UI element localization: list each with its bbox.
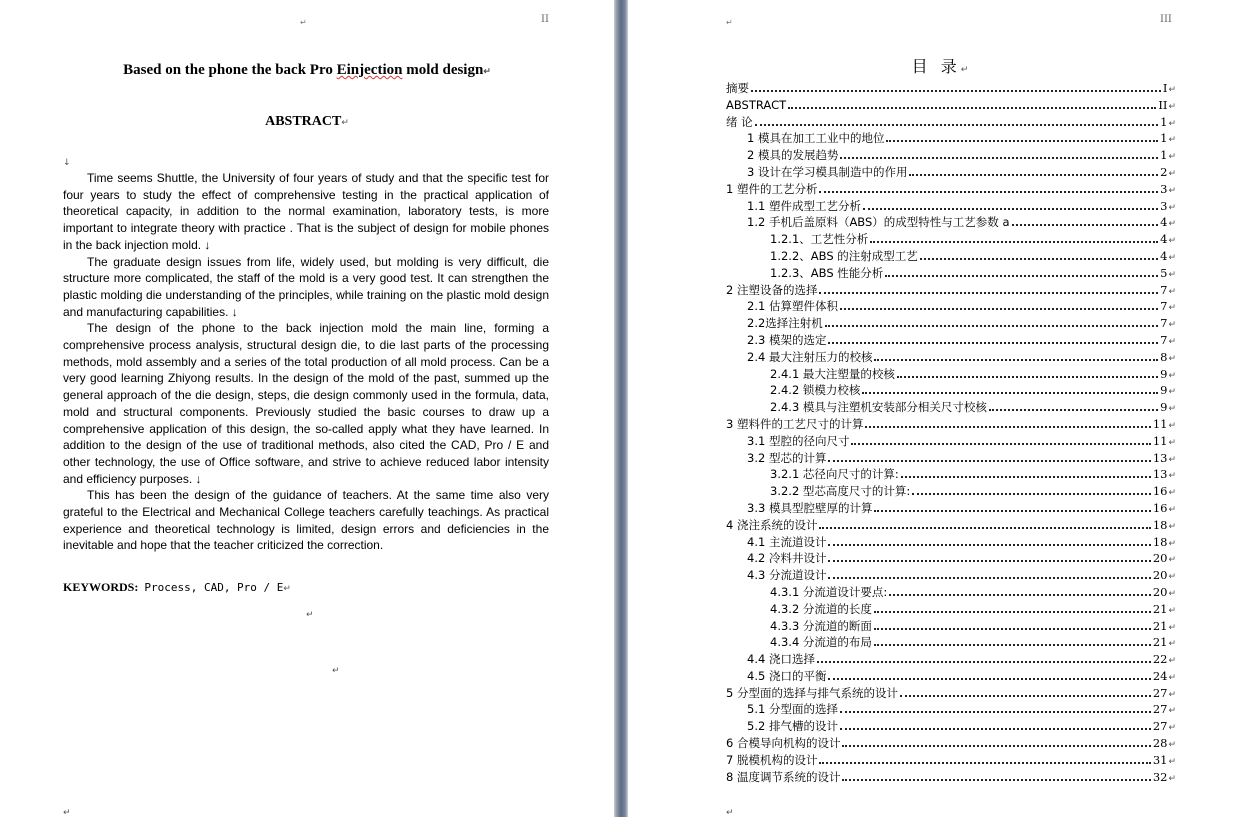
paragraph-mark: ↵ xyxy=(1168,504,1176,515)
paragraph-mark: ↵ xyxy=(1168,404,1176,415)
abstract-paragraph-4: This has been the design of the guidance of teachers. At the same time also very grateful to the Electrical and Mechanical College teachers carefully teachings. As practical experience and theoretical technology is limited, design errors and deficiencies in the inevitable and hope that the teacher criticized the correction. xyxy=(63,488,549,553)
toc-entry[interactable] xyxy=(726,366,1176,383)
paragraph-mark: ↵ xyxy=(1168,420,1176,431)
toc-leader-dots xyxy=(751,80,1161,92)
toc-entry-page: 1 xyxy=(1160,114,1168,129)
paragraph-mark: ↵ xyxy=(1168,101,1176,112)
toc-entry[interactable] xyxy=(726,198,1176,215)
toc-title-text: 目 录 xyxy=(911,57,961,76)
toc-entry-page: I xyxy=(1162,81,1168,95)
toc-leader-dots xyxy=(840,718,1151,730)
toc-entry-label: 5.2 排气槽的设计 xyxy=(747,719,838,734)
toc-entry[interactable] xyxy=(726,231,1176,248)
document-page-left xyxy=(0,0,614,817)
toc-leader-dots xyxy=(842,769,1150,781)
keywords-label: KEYWORDS: xyxy=(63,580,139,594)
toc-entry-page: 4 xyxy=(1160,232,1168,247)
toc-entry-label: 4.2 冷料井设计 xyxy=(747,551,827,566)
paragraph-mark: ↵ xyxy=(1168,236,1176,247)
toc-entry-label: 1.2.3、ABS 性能分析 xyxy=(770,265,884,280)
toc-entry-label: 3.2.2 型芯高度尺寸的计算: xyxy=(770,484,911,499)
document-page-right xyxy=(628,0,1252,817)
paragraph-mark: ↵ xyxy=(1168,488,1176,499)
toc-entry[interactable] xyxy=(726,164,1176,181)
paragraph-mark: ↵ xyxy=(1168,521,1176,532)
toc-leader-dots xyxy=(819,517,1150,529)
toc-entry-label: 2 模具的发展趋势 xyxy=(747,148,839,163)
paragraph-mark: ↵ xyxy=(63,808,71,817)
toc-entry[interactable] xyxy=(726,517,1176,534)
toc-entry-label: 4.1 主流道设计 xyxy=(747,534,827,549)
toc-entry[interactable] xyxy=(726,265,1176,282)
paragraph-mark: ↵ xyxy=(1168,85,1176,95)
title-part-2: Einjection xyxy=(336,62,403,78)
toc-entry-page: 16 xyxy=(1152,484,1168,499)
paragraph-mark: ↵ xyxy=(1168,353,1176,364)
toc-entry-page: 13 xyxy=(1152,467,1168,482)
toc-entry-label: 绪 论 xyxy=(726,114,753,129)
paragraph-mark: ↵ xyxy=(306,610,314,620)
paragraph-mark: ↵ xyxy=(1168,168,1176,179)
paragraph-mark: ↵ xyxy=(1168,320,1176,331)
toc-entry-page: 7 xyxy=(1160,282,1168,297)
toc-entry[interactable] xyxy=(726,718,1176,735)
table-of-contents xyxy=(726,80,1176,785)
toc-entry-page: 20 xyxy=(1152,584,1168,599)
keywords-value: Process, CAD, Pro / E xyxy=(144,581,284,594)
toc-entry-label: 2.3 模架的选定 xyxy=(747,332,827,347)
toc-entry-page: 20 xyxy=(1152,568,1168,583)
toc-entry-label: 3.2.1 芯径向尺寸的计算: xyxy=(770,467,899,482)
toc-entry-label: 摘要 xyxy=(726,81,749,95)
paragraph-mark: ↵ xyxy=(1168,387,1176,398)
toc-leader-dots xyxy=(817,651,1151,663)
page-number: III xyxy=(1160,14,1172,25)
toc-entry-label: 1.1 塑件成型工艺分析 xyxy=(747,198,861,213)
toc-entry-page: 8 xyxy=(1160,349,1168,364)
toc-entry[interactable] xyxy=(726,214,1176,231)
toc-entry[interactable] xyxy=(726,97,1176,114)
toc-leader-dots xyxy=(1012,214,1159,226)
paragraph-mark: ↵ xyxy=(1168,773,1176,784)
header-mark: ↵ xyxy=(300,18,307,27)
abstract-paragraph-3: The design of the phone to the back injection mold the main line, forming a comprehensive process analysis, structural design die, to die last parts of the processing methods, mold assembly and a series of the total production of all mold process. Can be a very good learning Zhiyong results. In the design of the mold of the past, summed up the general approach of the die design, steps, die design commonly used in the formula, data, mold and structural components. Previously studied the basic courses to draw up a comprehensive application of this design, the so-called apply what they have learned. In addition to the design of the use of traditional methods, also cited the CAD, Pro / E and other technology, the use of Office software, and strive to achieve reduced labor intensity and efficiency purposes. ↓ xyxy=(63,321,549,486)
toc-leader-dots xyxy=(851,433,1150,445)
toc-entry[interactable] xyxy=(726,500,1176,517)
toc-leader-dots xyxy=(870,231,1158,243)
toc-entry-page: 18 xyxy=(1152,517,1168,532)
toc-leader-dots xyxy=(874,500,1150,512)
paragraph-mark: ↵ xyxy=(726,808,734,817)
toc-entry-page: 11 xyxy=(1152,433,1168,448)
paragraph-mark: ↵ xyxy=(1168,706,1176,717)
toc-entry[interactable] xyxy=(726,433,1176,450)
toc-leader-dots xyxy=(865,416,1150,428)
toc-entry-label: 4.3 分流道设计 xyxy=(747,568,827,583)
toc-entry-label: 1.2.1、工艺性分析 xyxy=(770,232,869,247)
toc-entry-page: 13 xyxy=(1152,450,1168,465)
toc-entry-label: 3.3 模具型腔壁厚的计算 xyxy=(747,500,873,515)
toc-entry-label: 2.4.2 锁模力校核 xyxy=(770,383,861,398)
toc-entry-label: 4.5 浇口的平衡 xyxy=(747,668,827,683)
toc-entry-label: 2.2选择注射机 xyxy=(747,316,823,331)
toc-entry-label: 6 合模导向机构的设计 xyxy=(726,736,841,751)
paragraph-mark: ↵ xyxy=(1168,252,1176,263)
toc-entry[interactable] xyxy=(726,769,1176,786)
toc-entry-label: 5 分型面的选择与排气系统的设计 xyxy=(726,685,898,700)
toc-entry[interactable] xyxy=(726,735,1176,752)
toc-leader-dots xyxy=(874,634,1151,646)
toc-entry-page: 28 xyxy=(1152,736,1168,751)
toc-entry[interactable] xyxy=(726,618,1176,635)
toc-entry-label: 3 设计在学习模具制造中的作用 xyxy=(747,164,908,179)
paragraph-mark: ↵ xyxy=(1168,605,1176,616)
toc-entry-page: 11 xyxy=(1152,416,1168,431)
title-part-3: mold design xyxy=(402,62,484,78)
toc-entry-page: 22 xyxy=(1152,652,1168,667)
toc-entry-label: 4.3.2 分流道的长度 xyxy=(770,601,872,616)
toc-entry-page: 16 xyxy=(1152,500,1168,515)
toc-entry-page: 7 xyxy=(1160,316,1168,331)
paragraph-mark: ↵ xyxy=(1168,303,1176,314)
paragraph-mark: ↵ xyxy=(1168,538,1176,549)
toc-leader-dots xyxy=(819,282,1158,294)
paragraph-mark: ↵ xyxy=(1168,336,1176,347)
toc-entry[interactable] xyxy=(726,332,1176,349)
toc-entry-page: 9 xyxy=(1160,366,1168,381)
toc-entry-page: 5 xyxy=(1160,265,1168,280)
toc-leader-dots xyxy=(889,584,1151,596)
toc-entry[interactable] xyxy=(726,282,1176,299)
paragraph-mark: ↵ xyxy=(1168,588,1176,599)
toc-leader-dots xyxy=(900,685,1151,697)
toc-entry-label: 8 温度调节系统的设计 xyxy=(726,769,841,784)
toc-entry[interactable] xyxy=(726,416,1176,433)
toc-entry[interactable] xyxy=(726,450,1176,467)
toc-entry-label: 3 塑料件的工艺尺寸的计算 xyxy=(726,416,864,431)
paragraph-mark: ↵ xyxy=(1168,286,1176,297)
paragraph-mark: ↵ xyxy=(283,583,291,593)
toc-entry[interactable] xyxy=(726,668,1176,685)
toc-entry[interactable] xyxy=(726,701,1176,718)
paragraph-mark: ↵ xyxy=(1168,471,1176,482)
toc-entry-label: 4.3.1 分流道设计要点: xyxy=(770,584,888,599)
toc-entry-page: 27 xyxy=(1152,702,1168,717)
toc-entry-page: 3 xyxy=(1160,181,1168,196)
toc-leader-dots xyxy=(788,97,1156,109)
paragraph-mark: ↵ xyxy=(1168,437,1176,448)
paragraph-mark: ↵ xyxy=(960,65,969,75)
toc-entry[interactable] xyxy=(726,466,1176,483)
toc-entry-page: 21 xyxy=(1152,618,1168,633)
toc-entry-page: 4 xyxy=(1160,248,1168,263)
paragraph-mark: ↵ xyxy=(1168,555,1176,566)
paragraph-mark: ↵ xyxy=(1168,622,1176,633)
toc-entry-page: 21 xyxy=(1152,601,1168,616)
toc-leader-dots xyxy=(840,298,1158,310)
toc-leader-dots xyxy=(842,735,1150,747)
toc-entry-page: 24 xyxy=(1152,668,1168,683)
toc-leader-dots xyxy=(989,399,1158,411)
document-title xyxy=(0,62,614,79)
paragraph-mark: ↵ xyxy=(1168,656,1176,667)
toc-entry[interactable] xyxy=(726,248,1176,265)
toc-entry-label: 2.4.1 最大注塑量的校核 xyxy=(770,366,895,381)
abstract-heading-text: ABSTRACT xyxy=(265,114,342,129)
toc-entry-label: 1.2 手机后盖原料（ABS）的成型特性与工艺参数 a xyxy=(747,215,1010,230)
toc-leader-dots xyxy=(755,114,1158,126)
toc-entry-page: 9 xyxy=(1160,400,1168,415)
toc-entry-page: 21 xyxy=(1152,635,1168,650)
toc-entry-label: 1.2.2、ABS 的注射成型工艺 xyxy=(770,248,918,263)
toc-entry-page: 27 xyxy=(1152,719,1168,734)
toc-entry-label: 4.4 浇口选择 xyxy=(747,652,815,667)
paragraph-mark: ↵ xyxy=(1168,689,1176,700)
toc-entry[interactable] xyxy=(726,685,1176,702)
page-number: II xyxy=(541,14,549,25)
paragraph-mark: ↵ xyxy=(1168,672,1176,683)
toc-entry[interactable] xyxy=(726,601,1176,618)
abstract-paragraph-2: The graduate design issues from life, widely used, but molding is very difficult, die structure more complicated, the staff of the mold is a very good test. It can strengthen the plastic molding die understanding of the principles, while training on the plastic mold design and manufacturing capabilities. ↓ xyxy=(63,254,549,319)
toc-entry[interactable] xyxy=(726,534,1176,551)
toc-entry[interactable] xyxy=(726,382,1176,399)
toc-entry-label: 2 注塑设备的选择 xyxy=(726,282,818,297)
toc-leader-dots xyxy=(885,265,1158,277)
toc-leader-dots xyxy=(862,382,1158,394)
toc-leader-dots xyxy=(825,315,1158,327)
paragraph-mark: ↵ xyxy=(341,117,349,127)
paragraph-mark: ↵ xyxy=(1168,454,1176,465)
toc-entry-label: 2.4.3 模具与注塑机安装部分相关尺寸校核 xyxy=(770,400,987,415)
toc-entry-label: 4 浇注系统的设计 xyxy=(726,517,818,532)
toc-leader-dots xyxy=(828,550,1150,562)
toc-leader-dots xyxy=(897,366,1158,378)
abstract-body xyxy=(63,170,549,554)
toc-entry-page: 20 xyxy=(1152,551,1168,566)
toc-leader-dots xyxy=(874,601,1151,613)
paragraph-mark: ↵ xyxy=(1168,756,1176,767)
toc-entry[interactable] xyxy=(726,80,1176,97)
toc-entry[interactable] xyxy=(726,399,1176,416)
toc-entry-label: 1 塑件的工艺分析 xyxy=(726,181,818,196)
paragraph-mark: ↵ xyxy=(1168,135,1176,146)
toc-entry[interactable] xyxy=(726,752,1176,769)
paragraph-mark: ↵ xyxy=(1168,152,1176,163)
paragraph-mark: ↵ xyxy=(1168,723,1176,734)
toc-entry-page: 31 xyxy=(1152,752,1168,767)
toc-leader-dots xyxy=(828,534,1150,546)
toc-entry[interactable] xyxy=(726,567,1176,584)
toc-entry-label: 2.4 最大注射压力的校核 xyxy=(747,349,873,364)
paragraph-mark: ↵ xyxy=(1168,740,1176,751)
toc-entry-page: 27 xyxy=(1152,685,1168,700)
keywords-line xyxy=(63,580,291,595)
toc-entry[interactable] xyxy=(726,130,1176,147)
toc-entry-page: 18 xyxy=(1152,534,1168,549)
toc-leader-dots xyxy=(886,130,1158,142)
toc-entry-label: 4.3.3 分流道的断面 xyxy=(770,618,872,633)
toc-entry-page: II xyxy=(1158,97,1168,112)
paragraph-mark: ↵ xyxy=(1168,370,1176,381)
toc-leader-dots xyxy=(828,332,1158,344)
abstract-paragraph-1: Time seems Shuttle, the University of four years of study and that the specific test for four years to study the effect of comprehensive testing in the practical application of theoretical capacity, in addition to the normal examination, laboratory tests, is more important to integrate theory with practice . That is the subject of design for mobile phones in the back injection mold. ↓ xyxy=(63,171,549,252)
toc-entry-label: 1 模具在加工工业中的地位 xyxy=(747,131,885,146)
toc-entry-page: 32 xyxy=(1152,769,1168,784)
toc-leader-dots xyxy=(920,248,1158,260)
toc-entry[interactable] xyxy=(726,349,1176,366)
abstract-heading xyxy=(0,114,614,130)
toc-entry-label: 7 脱模机构的设计 xyxy=(726,752,818,767)
toc-entry-label: 4.3.4 分流道的布局 xyxy=(770,635,872,650)
toc-leader-dots xyxy=(901,466,1151,478)
paragraph-mark: ↵ xyxy=(1168,118,1176,129)
toc-entry-page: 7 xyxy=(1160,299,1168,314)
paragraph-mark: ↵ xyxy=(1168,269,1176,280)
paragraph-mark: ↵ xyxy=(1168,219,1176,230)
toc-leader-dots xyxy=(819,752,1150,764)
toc-entry[interactable] xyxy=(726,114,1176,131)
toc-entry-page: 4 xyxy=(1160,215,1168,230)
toc-entry-page: 1 xyxy=(1160,148,1168,163)
toc-leader-dots xyxy=(912,483,1151,495)
toc-leader-dots xyxy=(840,701,1151,713)
toc-entry-page: 9 xyxy=(1160,383,1168,398)
toc-leader-dots xyxy=(909,164,1158,176)
paragraph-mark: ↵ xyxy=(1168,572,1176,583)
toc-entry-label: 2.1 估算塑件体积 xyxy=(747,299,838,314)
toc-entry[interactable] xyxy=(726,584,1176,601)
toc-leader-dots xyxy=(863,198,1158,210)
toc-leader-dots xyxy=(874,618,1151,630)
toc-entry-label: 3.1 型腔的径向尺寸 xyxy=(747,433,850,448)
paragraph-mark: ↵ xyxy=(1168,202,1176,213)
line-break-mark: ↓ xyxy=(63,158,71,168)
toc-leader-dots xyxy=(828,668,1150,680)
toc-entry[interactable] xyxy=(726,651,1176,668)
toc-leader-dots xyxy=(819,181,1158,193)
toc-entry[interactable] xyxy=(726,634,1176,651)
toc-leader-dots xyxy=(840,147,1158,159)
toc-entry-label: ABSTRACT xyxy=(726,97,787,112)
paragraph-mark: ↵ xyxy=(332,666,340,676)
toc-entry-label: 5.1 分型面的选择 xyxy=(747,702,838,717)
toc-entry[interactable] xyxy=(726,315,1176,332)
toc-entry-label: 3.2 型芯的计算 xyxy=(747,450,827,465)
paragraph-mark: ↵ xyxy=(483,66,491,76)
toc-leader-dots xyxy=(828,567,1150,579)
toc-title xyxy=(628,54,1252,77)
paragraph-mark: ↵ xyxy=(1168,185,1176,196)
toc-entry[interactable] xyxy=(726,483,1176,500)
toc-entry[interactable] xyxy=(726,298,1176,315)
header-mark: ↵ xyxy=(726,18,733,27)
toc-entry[interactable] xyxy=(726,550,1176,567)
toc-entry-page: 7 xyxy=(1160,332,1168,347)
toc-entry[interactable] xyxy=(726,181,1176,198)
toc-entry-page: 2 xyxy=(1160,164,1168,179)
paragraph-mark: ↵ xyxy=(1168,639,1176,650)
page-separator xyxy=(614,0,628,817)
toc-leader-dots xyxy=(874,349,1158,361)
toc-leader-dots xyxy=(828,450,1150,462)
toc-entry-page: 3 xyxy=(1160,198,1168,213)
title-part-1: Based on the phone the back Pro xyxy=(123,62,337,78)
toc-entry[interactable] xyxy=(726,147,1176,164)
toc-entry-page: 1 xyxy=(1160,131,1168,146)
